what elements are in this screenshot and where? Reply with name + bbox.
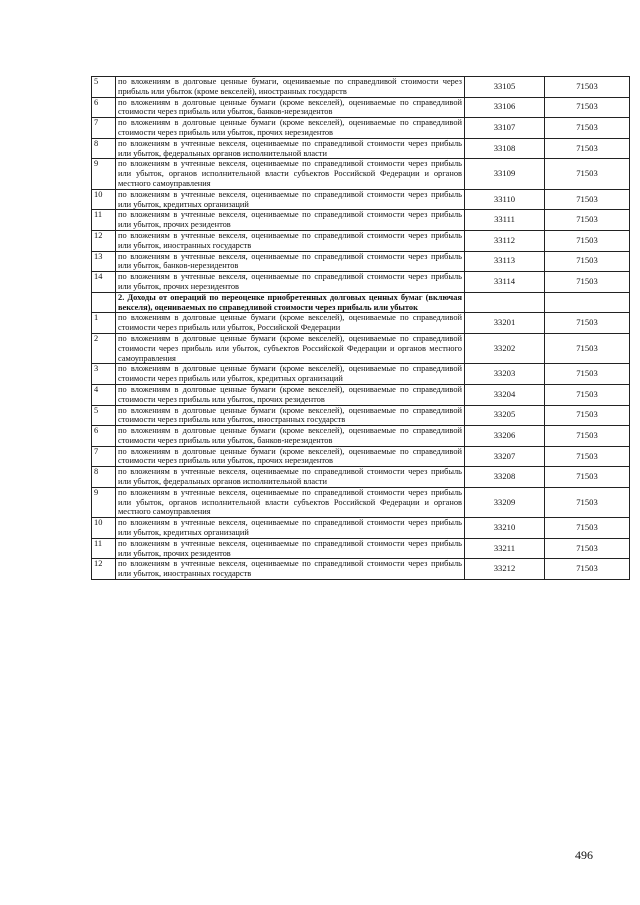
account-number-cell: 33211 [465, 538, 545, 559]
row-number-cell: 13 [92, 251, 116, 272]
table-row [92, 426, 630, 447]
description-cell: по вложениям в учтенные векселя, оцениваемые по справедливой стоимости через прибыль или убыток, органов исполнительной власти субъектов Российской Федерации и органов местного самоуправления [116, 487, 465, 517]
account-number-cell: 33207 [465, 446, 545, 467]
report-symbol-cell: 71503 [545, 487, 630, 517]
table-row [92, 97, 630, 118]
report-symbol-cell: 71503 [545, 313, 630, 334]
table-row [92, 189, 630, 210]
row-number-cell: 11 [92, 538, 116, 559]
table-row [92, 77, 630, 98]
report-symbol-cell: 71503 [545, 426, 630, 447]
row-number-cell: 3 [92, 364, 116, 385]
description-cell: по вложениям в долговые ценные бумаги (кроме векселей), оцениваемые по справедливой стоимости через прибыль или убыток, прочих нерезидентов [116, 446, 465, 467]
report-symbol-cell: 71503 [545, 118, 630, 139]
row-number-cell: 12 [92, 559, 116, 580]
row-number-cell: 7 [92, 118, 116, 139]
description-cell: по вложениям в учтенные векселя, оцениваемые по справедливой стоимости через прибыль или убыток, прочих резидентов [116, 538, 465, 559]
description-cell: по вложениям в учтенные векселя, оцениваемые по справедливой стоимости через прибыль или убыток, федеральных органов исполнительной власти [116, 138, 465, 159]
row-number-cell: 5 [92, 405, 116, 426]
description-cell: по вложениям в долговые ценные бумаги (кроме векселей), оцениваемые по справедливой стоимости через прибыль или убыток, иностранных государств [116, 405, 465, 426]
account-number-cell: 33112 [465, 230, 545, 251]
account-number-cell [465, 292, 545, 313]
account-number-cell: 33114 [465, 272, 545, 293]
row-number-cell: 8 [92, 138, 116, 159]
account-number-cell: 33109 [465, 159, 545, 189]
table-row [92, 487, 630, 517]
report-symbol-cell: 71503 [545, 159, 630, 189]
report-symbol-cell: 71503 [545, 138, 630, 159]
description-cell: по вложениям в учтенные векселя, оцениваемые по справедливой стоимости через прибыль или убыток, прочих нерезидентов [116, 272, 465, 293]
row-number-cell: 1 [92, 313, 116, 334]
report-symbol-cell: 71503 [545, 272, 630, 293]
table-row [92, 313, 630, 334]
accounts-table-body [92, 77, 630, 580]
description-cell: по вложениям в учтенные векселя, оцениваемые по справедливой стоимости через прибыль или убыток, кредитных организаций [116, 518, 465, 539]
description-cell: по вложениям в учтенные векселя, оцениваемые по справедливой стоимости через прибыль или убыток, федеральных органов исполнительной власти [116, 467, 465, 488]
table-row [92, 118, 630, 139]
description-cell: по вложениям в долговые ценные бумаги (кроме векселей), оцениваемые по справедливой стоимости через прибыль или убыток, банков-нерезидентов [116, 97, 465, 118]
row-number-cell: 14 [92, 272, 116, 293]
report-symbol-cell [545, 292, 630, 313]
description-cell: по вложениям в учтенные векселя, оцениваемые по справедливой стоимости через прибыль или убыток, органов исполнительной власти субъектов Российской Федерации и органов местного самоуправления [116, 159, 465, 189]
report-symbol-cell: 71503 [545, 77, 630, 98]
account-number-cell: 33208 [465, 467, 545, 488]
account-number-cell: 33205 [465, 405, 545, 426]
account-number-cell: 33201 [465, 313, 545, 334]
description-cell: по вложениям в учтенные векселя, оцениваемые по справедливой стоимости через прибыль или убыток, иностранных государств [116, 230, 465, 251]
page-number: 496 [575, 848, 593, 862]
description-cell: по вложениям в долговые ценные бумаги (кроме векселей), оцениваемые по справедливой стоимости через прибыль или убыток, Российской Федерации [116, 313, 465, 334]
description-cell: по вложениям в долговые ценные бумаги (кроме векселей), оцениваемые по справедливой стоимости через прибыль или убыток, прочих нерезидентов [116, 118, 465, 139]
report-symbol-cell: 71503 [545, 189, 630, 210]
row-number-cell: 4 [92, 384, 116, 405]
report-symbol-cell: 71503 [545, 467, 630, 488]
account-number-cell: 33210 [465, 518, 545, 539]
table-row [92, 230, 630, 251]
account-number-cell: 33204 [465, 384, 545, 405]
description-cell: по вложениям в долговые ценные бумаги, оцениваемые по справедливой стоимости через прибыль или убыток (кроме векселей), иностранных государств [116, 77, 465, 98]
row-number-cell: 10 [92, 189, 116, 210]
description-cell: по вложениям в учтенные векселя, оцениваемые по справедливой стоимости через прибыль или убыток, прочих резидентов [116, 210, 465, 231]
account-number-cell: 33203 [465, 364, 545, 385]
table-row [92, 210, 630, 231]
description-cell: по вложениям в долговые ценные бумаги (кроме векселей), оцениваемые по справедливой стоимости через прибыль или убыток, субъектов Российской Федерации и органов местного самоуправления [116, 333, 465, 363]
row-number-cell: 11 [92, 210, 116, 231]
row-number-cell [92, 292, 116, 313]
row-number-cell: 6 [92, 97, 116, 118]
report-symbol-cell: 71503 [545, 384, 630, 405]
account-number-cell: 33206 [465, 426, 545, 447]
row-number-cell: 8 [92, 467, 116, 488]
row-number-cell: 12 [92, 230, 116, 251]
account-number-cell: 33106 [465, 97, 545, 118]
account-number-cell: 33209 [465, 487, 545, 517]
report-symbol-cell: 71503 [545, 97, 630, 118]
description-cell: по вложениям в долговые ценные бумаги (кроме векселей), оцениваемые по справедливой стоимости через прибыль или убыток, кредитных организаций [116, 364, 465, 385]
table-row [92, 364, 630, 385]
row-number-cell: 5 [92, 77, 116, 98]
report-symbol-cell: 71503 [545, 446, 630, 467]
account-number-cell: 33111 [465, 210, 545, 231]
row-number-cell: 7 [92, 446, 116, 467]
table-row [92, 518, 630, 539]
report-symbol-cell: 71503 [545, 333, 630, 363]
account-number-cell: 33113 [465, 251, 545, 272]
account-number-cell: 33212 [465, 559, 545, 580]
table-row [92, 446, 630, 467]
account-number-cell: 33105 [465, 77, 545, 98]
description-cell: по вложениям в учтенные векселя, оцениваемые по справедливой стоимости через прибыль или убыток, банков-нерезидентов [116, 251, 465, 272]
section-heading-row [92, 292, 630, 313]
report-symbol-cell: 71503 [545, 364, 630, 385]
table-row [92, 405, 630, 426]
table-row [92, 333, 630, 363]
table-row [92, 138, 630, 159]
account-number-cell: 33107 [465, 118, 545, 139]
accounts-table [91, 76, 630, 580]
report-symbol-cell: 71503 [545, 538, 630, 559]
account-number-cell: 33110 [465, 189, 545, 210]
table-row [92, 272, 630, 293]
report-symbol-cell: 71503 [545, 230, 630, 251]
description-cell: по вложениям в учтенные векселя, оцениваемые по справедливой стоимости через прибыль или убыток, иностранных государств [116, 559, 465, 580]
description-cell: по вложениям в долговые ценные бумаги (кроме векселей), оцениваемые по справедливой стоимости через прибыль или убыток, банков-нерезидентов [116, 426, 465, 447]
row-number-cell: 9 [92, 159, 116, 189]
report-symbol-cell: 71503 [545, 251, 630, 272]
report-symbol-cell: 71503 [545, 559, 630, 580]
description-cell: по вложениям в учтенные векселя, оцениваемые по справедливой стоимости через прибыль или убыток, кредитных организаций [116, 189, 465, 210]
row-number-cell: 6 [92, 426, 116, 447]
account-number-cell: 33202 [465, 333, 545, 363]
table-row [92, 251, 630, 272]
report-symbol-cell: 71503 [545, 518, 630, 539]
table-row [92, 559, 630, 580]
report-symbol-cell: 71503 [545, 210, 630, 231]
row-number-cell: 2 [92, 333, 116, 363]
table-row [92, 159, 630, 189]
account-number-cell: 33108 [465, 138, 545, 159]
table-row [92, 467, 630, 488]
table-row [92, 384, 630, 405]
row-number-cell: 10 [92, 518, 116, 539]
row-number-cell: 9 [92, 487, 116, 517]
section-heading-cell: 2. Доходы от операций по переоценке приобретенных долговых ценных бумаг (включая векселя), оцениваемых по справедливой стоимости через прибыль или убыток [116, 292, 465, 313]
table-row [92, 538, 630, 559]
description-cell: по вложениям в долговые ценные бумаги (кроме векселей), оцениваемые по справедливой стоимости через прибыль или убыток, прочих резидентов [116, 384, 465, 405]
report-symbol-cell: 71503 [545, 405, 630, 426]
